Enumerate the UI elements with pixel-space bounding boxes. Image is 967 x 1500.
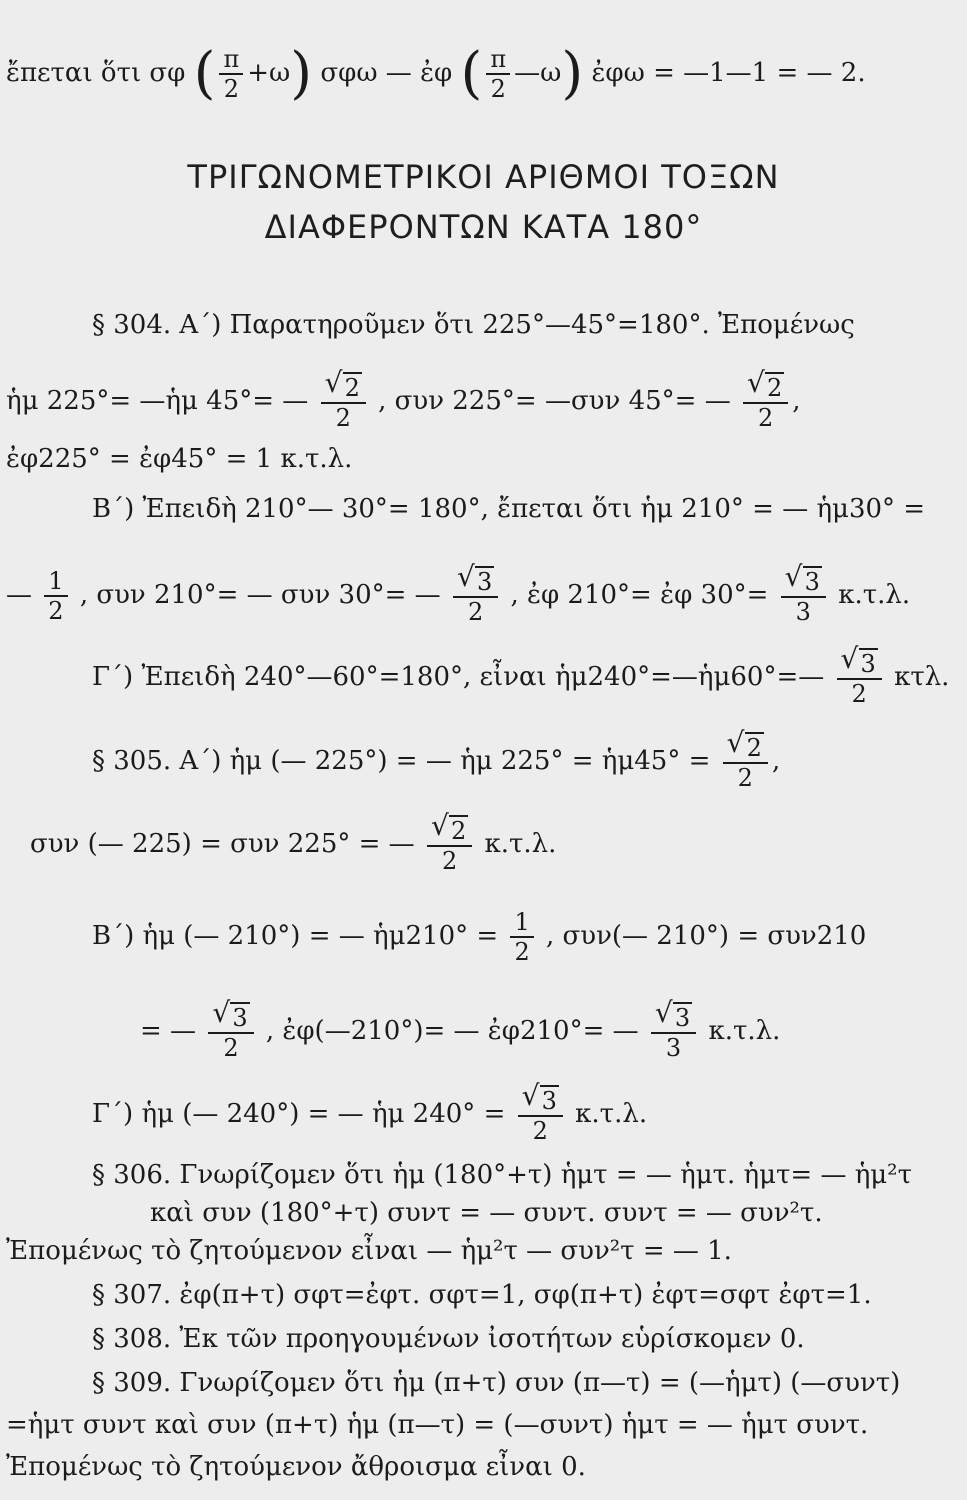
fraction: √ 3 3 <box>651 1002 696 1062</box>
text-segment: σφω — ἐφ <box>320 58 453 88</box>
paren: ) <box>561 41 584 106</box>
section-heading-line1: ΤΡΙΓΩΝΟΜΕΤΡΙΚΟΙ ΑΡΙΘΜΟΙ ΤΟΞΩΝ <box>187 158 780 196</box>
paragraph-306-c: Ἐπομένως τὸ ζητούμενον εἶναι — ἡμ²τ — συν²τ = — 1. <box>6 1236 732 1266</box>
paragraph-308: § 308. Ἐκ τῶν προηγουμένων ἰσοτήτων εὑρίσκομεν 0. <box>92 1324 805 1354</box>
equation-305-b-values: = — √ 3 2 , ἐφ(—210°)= — ἐφ210°= — √ 3 3 κ.τ.λ. <box>140 996 781 1062</box>
fraction: $\frac{1}{2}$ <box>44 567 67 625</box>
intro-equation <box>6 41 866 106</box>
paragraph-306-a: § 306. Γνωρίζομεν ὅτι ἡμ (180°+τ) ἡμτ = — ἡμτ. ἡμτ= — ἡμ²τ <box>92 1160 912 1190</box>
denominator: 2 <box>490 75 506 103</box>
square-root: √ 3 <box>521 1079 557 1115</box>
fraction: √ 3 3 <box>781 566 826 626</box>
fraction <box>486 45 510 103</box>
text-segment: , <box>792 386 801 416</box>
text-segment: , συν 225°= —συν 45°= — <box>378 386 731 416</box>
fraction: √ 3 2 <box>453 566 498 626</box>
paragraph-307: § 307. ἐφ(π+τ) σφτ=ἐφτ. σφτ=1, σφ(π+τ) ἐφτ=σφτ ἐφτ=1. <box>92 1280 872 1310</box>
square-root: √ 3 <box>654 996 691 1032</box>
paragraph-309-a: § 309. Γνωρίζομεν ὅτι ἡμ (π+τ) συν (π—τ) = (—ἡμτ) (—συντ) <box>92 1368 901 1398</box>
text-segment: —ω <box>514 58 562 88</box>
equation-304-sin-cos <box>6 366 801 432</box>
fraction: √ 3 2 <box>837 648 882 708</box>
paragraph-305-b: Β΄) ἡμ (— 210°) = — ἡμ210° = $\frac{1}{2}$ , συν(— 210°) = συν210 <box>92 908 867 966</box>
numerator: π <box>223 45 240 73</box>
paren: ) <box>290 41 313 106</box>
paragraph-306-b: καὶ συν (180°+τ) συντ = — συντ. συντ = — συν²τ. <box>150 1198 823 1228</box>
numerator: π <box>490 45 507 73</box>
fraction: √ 2 2 <box>743 372 788 432</box>
paragraph-309-b: =ἡμτ συντ καὶ συν (π+τ) ἡμ (π—τ) = (—συντ) ἡμτ = — ἡμτ συντ. <box>6 1410 869 1440</box>
square-root: √ 2 <box>430 809 467 845</box>
square-root: √ 3 <box>212 996 248 1032</box>
fraction: √ 2 2 <box>321 372 366 432</box>
equation-305-cos: συν (— 225) = συν 225° = — √ 2 2 κ.τ.λ. <box>30 809 557 875</box>
equation-304-b-values: — $\frac{1}{2}$ , συν 210°= — συν 30°= — √ 3 2 , ἐφ 210°= ἐφ 30°= √ 3 3 κ.τ.λ. <box>6 560 911 626</box>
square-root: √ 2 <box>324 366 360 402</box>
paragraph-304-b: Β΄) Ἐπειδὴ 210°— 30°= 180°, ἔπεται ὅτι ἡμ 210° = — ἡμ30° = <box>92 494 926 524</box>
square-root: √ 3 <box>456 560 493 596</box>
section-heading-line2: ΔΙΑΦΕΡΟΝΤΩΝ ΚΑΤΑ 180° <box>264 208 703 246</box>
fraction: $\frac{1}{2}$ <box>510 908 533 966</box>
denominator: 2 <box>223 75 240 103</box>
paragraph-304-c: Γ΄) Ἐπειδὴ 240°—60°=180°, εἶναι ἡμ240°=—ἡμ60°=— √ 3 2 κτλ. <box>92 642 950 708</box>
square-root: √ 2 <box>746 366 783 402</box>
paren: ( <box>193 41 216 106</box>
fraction <box>219 45 243 103</box>
paragraph-305-c: Γ΄) ἡμ (— 240°) = — ἡμ 240° = √ 3 2 κ.τ.λ. <box>92 1079 648 1145</box>
fraction: √ 2 2 <box>723 732 768 792</box>
paragraph-304-a: § 304. Α΄) Παρατηροῦμεν ὅτι 225°—45°=180°. Ἐπομένως <box>92 310 855 340</box>
fraction: √ 2 2 <box>427 815 472 875</box>
fraction: √ 3 2 <box>208 1002 253 1062</box>
square-root: √ 2 <box>726 726 762 762</box>
text-segment: +ω <box>247 58 291 88</box>
square-root: √ 3 <box>784 560 820 596</box>
paren: ( <box>460 41 483 106</box>
text-segment: ἔπεται ὅτι σφ <box>6 58 186 88</box>
text-segment: ἐφω = —1—1 = — 2. <box>591 58 866 88</box>
fraction: √ 3 2 <box>518 1085 563 1145</box>
paragraph-305-a: § 305. Α΄) ἡμ (— 225°) = — ἡμ 225° = ἡμ45° = √ 2 2 , <box>92 726 781 792</box>
equation-304-tan: ἐφ225° = ἐφ45° = 1 κ.τ.λ. <box>6 444 353 474</box>
square-root: √ 3 <box>840 642 876 678</box>
text-segment: ἡμ 225°= —ἡμ 45°= — <box>6 386 309 416</box>
paragraph-309-c: Ἐπομένως τὸ ζητούμενον ἄθροισμα εἶναι 0. <box>6 1452 586 1482</box>
